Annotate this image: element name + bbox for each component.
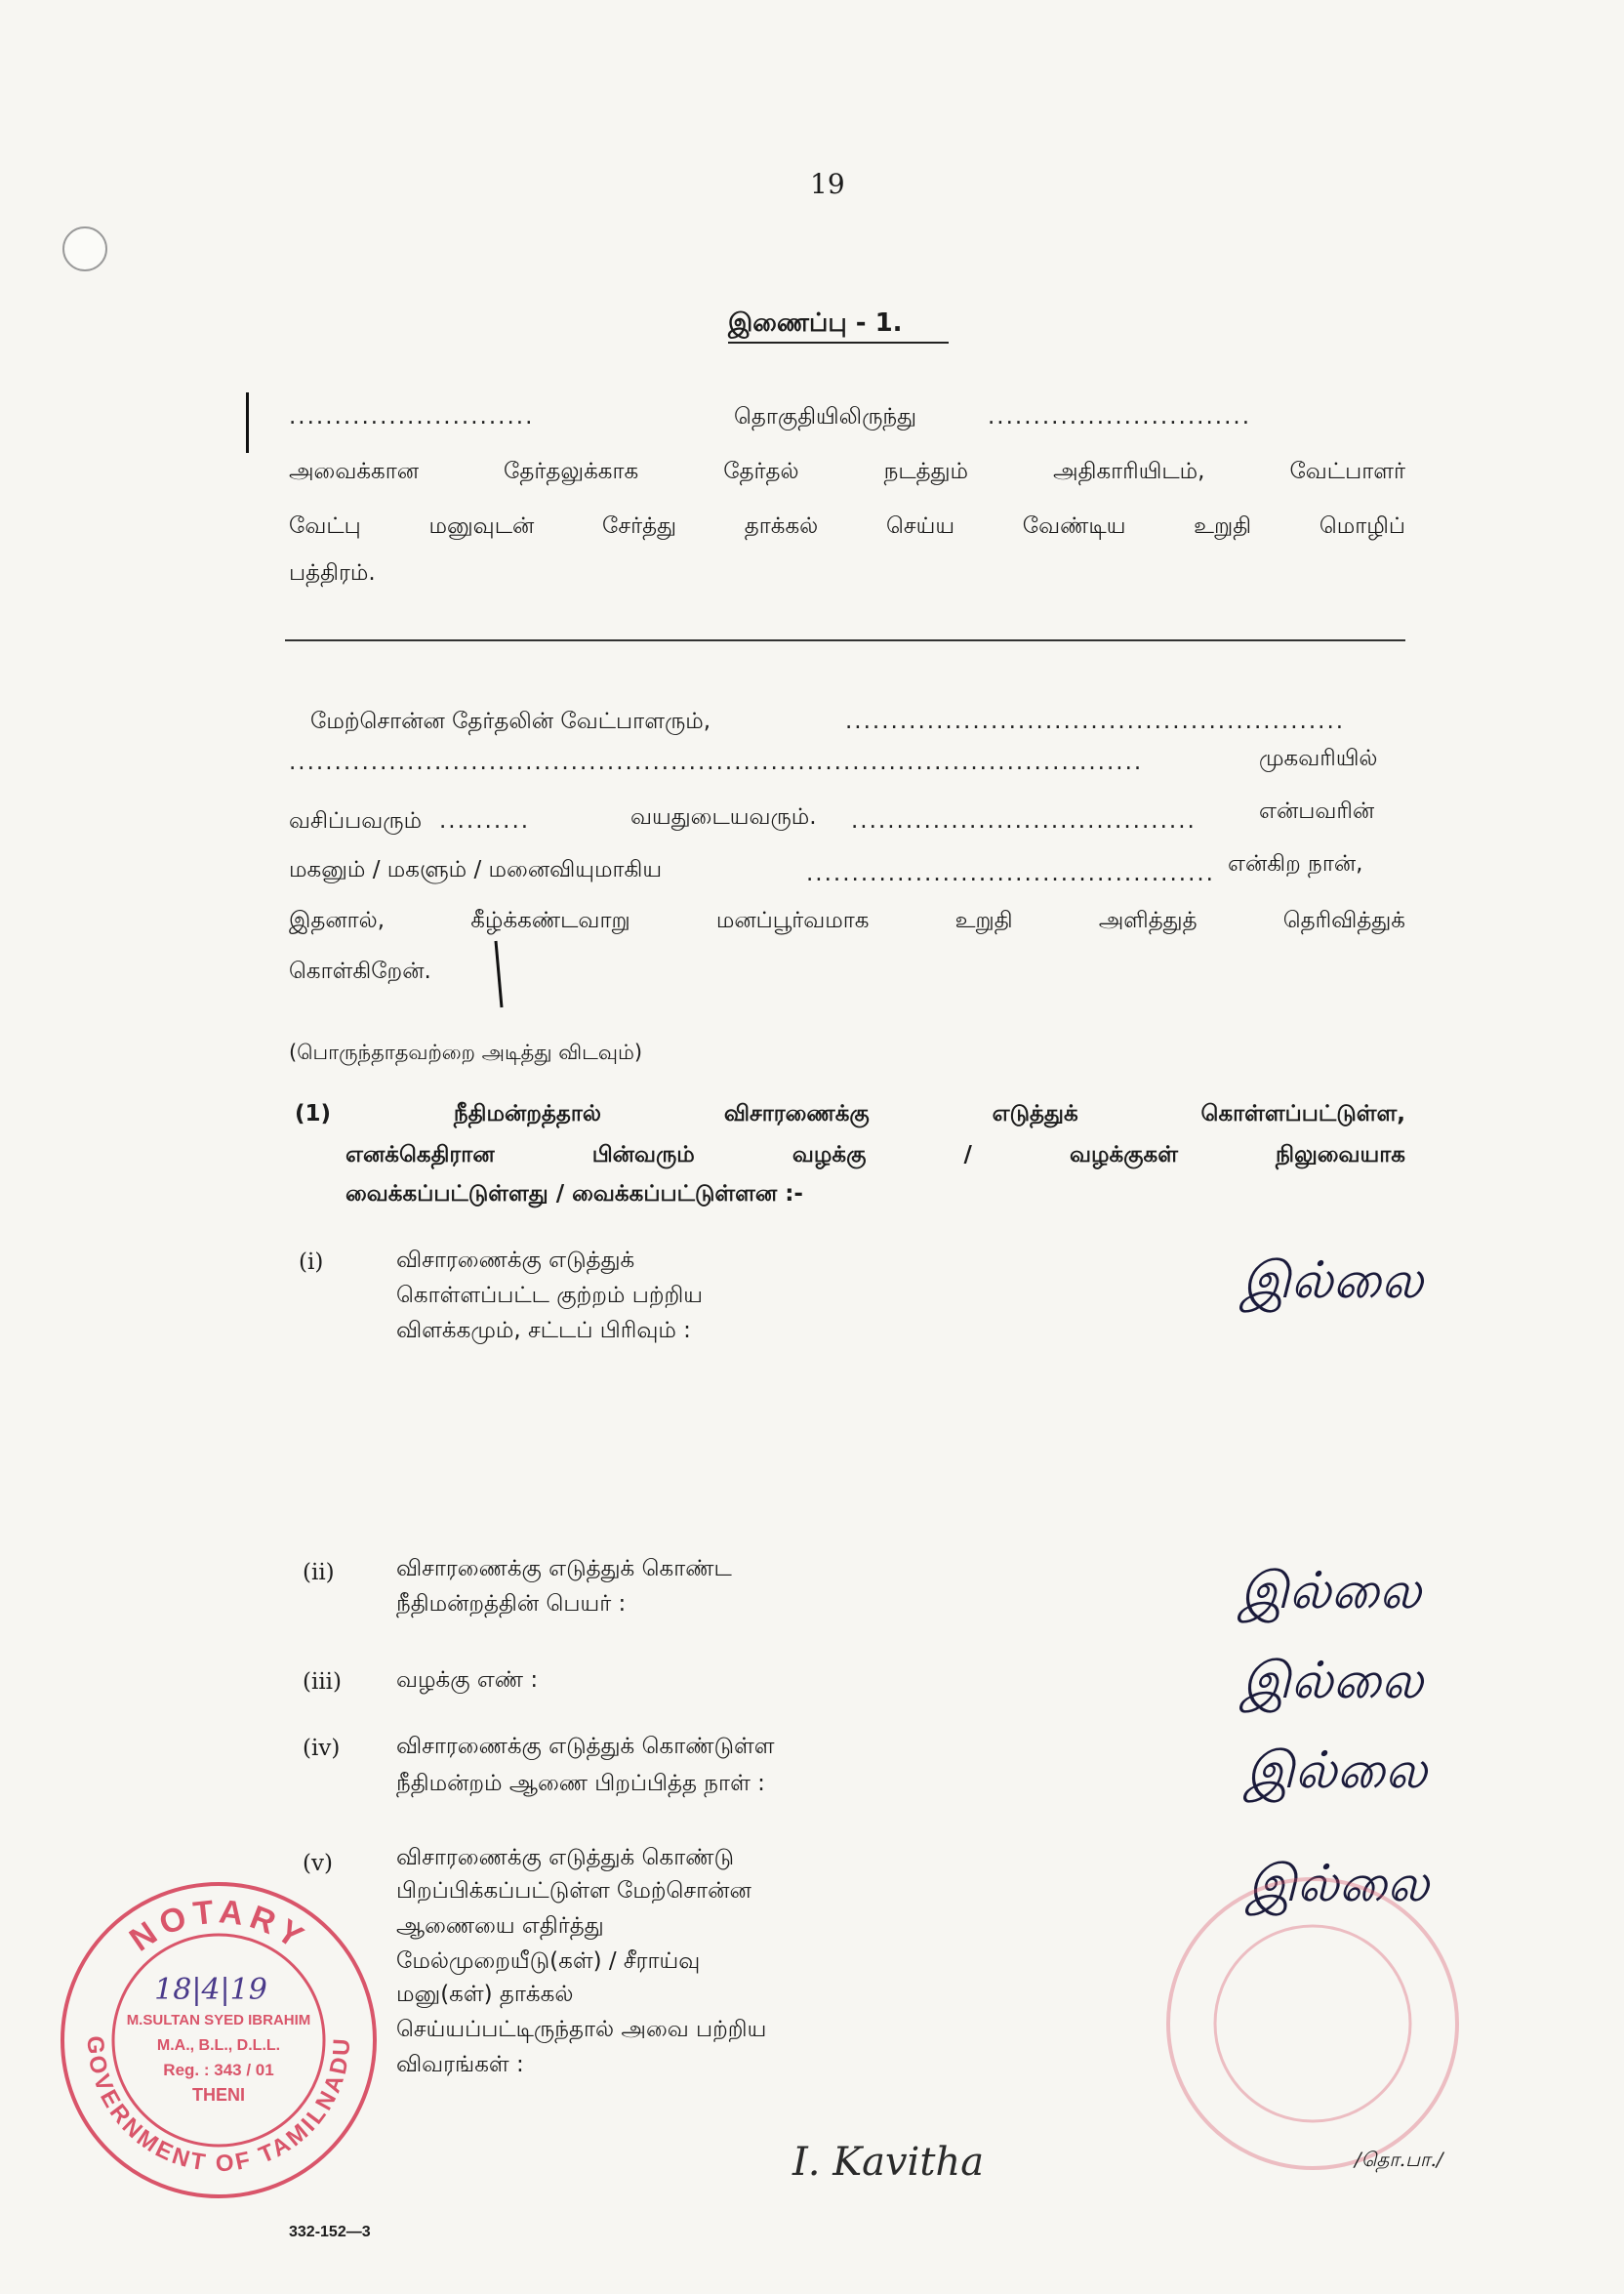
annexure-heading: இணைப்பு - 1. [728,308,903,338]
parent-dots: ...................................... [851,808,1197,834]
form-number: 332-152—3 [289,2224,371,2240]
candidate-dots: ....................................................... [845,709,1346,734]
margin-mark [246,392,249,453]
item-v-line-1: விசாரணைக்கு எடுத்துக் கொண்டு [396,1845,735,1870]
item-iii-line-1: வழக்கு எண் : [396,1667,539,1693]
seal-bottom-text: GOVERNMENT OF TAMILNADU [81,2034,356,2178]
intro-line-4: பத்திரம். [289,560,376,586]
affirmation-end: கொள்கிறேன். [289,959,431,984]
heading-underline [728,342,949,344]
item-i-line-3: விளக்கமும், சட்டப் பிரிவும் : [396,1318,691,1343]
item-v-line-2: பிறப்பிக்கப்பட்டுள்ள மேற்சொன்ன [396,1878,751,1904]
item-iv-answer-signature: இல்லை [1245,1741,1428,1800]
clause-1-line-3: வைக்கப்பட்டுள்ளது / வைக்கப்பட்டுள்ளன :- [345,1181,803,1207]
item-i-line-2: கொள்ளப்பட்ட குற்றம் பற்றிய [396,1283,704,1308]
item-v-line-3: ஆணையை எதிர்த்து [396,1913,604,1939]
seal-top-text: NOTARY [123,1893,315,1959]
candidate-line: மேற்சொன்ன தேர்தலின் வேட்பாளரும், [310,709,711,734]
candidate-signature: I. Kavitha [792,2140,985,2185]
item-ii-line-1: விசாரணைக்கு எடுத்துக் கொண்ட [396,1556,732,1581]
notary-seal [55,1876,383,2204]
strike-note: (பொருந்தாதவற்றை அடித்து விடவும்) [289,1041,643,1064]
parent-label: என்பவரின் [1259,799,1375,824]
age-label: வயதுடையவரும். [630,804,817,830]
section-divider [285,639,1405,641]
clause-1-line-2: எனக்கெதிரான பின்வரும் வழக்கு / வழக்குகள் நிலுவையாக [345,1142,1405,1167]
faded-seal [1161,1872,1464,2175]
seal-place: THENI [192,2085,245,2105]
item-iv-line-2: நீதிமன்றம் ஆணை பிறப்பித்த நாள் : [396,1771,765,1796]
age-dots: .......... [439,808,531,834]
item-i-answer-signature: இல்லை [1241,1251,1424,1310]
item-iv-number: (iv) [303,1736,341,1761]
item-v-answer-signature: இல்லை [1247,1855,1430,1913]
intro-dots-left: ........................... [289,404,535,430]
address-dots: .............................................................................................. [289,750,1144,775]
pen-mark [488,937,508,1015]
punch-hole [62,226,107,271]
item-iii-number: (iii) [303,1669,343,1695]
item-ii-number: (ii) [303,1560,335,1585]
name-dots: ............................................. [806,861,1215,886]
item-v-line-4: மேல்முறையீடு(கள்) / சீராய்வு [396,1948,701,1974]
page-number: 19 [810,168,845,200]
item-v-line-6: செய்யப்பட்டிருந்தால் அவை பற்றிய [396,2017,767,2042]
continued-marker: /தொ.பா./ [1355,2148,1443,2171]
intro-constituency-word: தொகுதியிலிருந்து [734,404,917,430]
item-ii-answer-signature: இல்லை [1239,1562,1422,1620]
svg-text:GOVERNMENT OF TAMILNADU [82,2035,356,2177]
item-v-line-5: மனு(கள்) தாக்கல் [396,1982,574,2007]
seal-handwritten-date: 18|4|19 [154,1973,267,2007]
resident-label: வசிப்பவரும் [289,808,423,834]
item-iii-answer-signature: இல்லை [1241,1652,1424,1710]
relation-label: மகனும் / மகளும் / மனைவியுமாகிய [289,857,663,882]
clause-1-line-1: (1) நீதிமன்றத்தால் விசாரணைக்கு எடுத்துக் கொள்ளப்பட்டுள்ள, [295,1101,1405,1127]
svg-text:NOTARY [123,1893,314,1958]
item-i-line-1: விசாரணைக்கு எடுத்துக் [396,1248,635,1273]
item-v-number: (v) [303,1851,333,1876]
seal-degree: M.A., B.L., D.L.L. [156,2037,281,2054]
address-label: முகவரியில் [1259,746,1378,771]
intro-line-3: வேட்பு மனுவுடன் சேர்த்து தாக்கல் செய்ய வேண்டிய உறுதி மொழிப் [289,513,1405,539]
item-i-number: (i) [299,1249,324,1275]
seal-name: M.SULTAN SYED IBRAHIM [126,2012,311,2028]
item-ii-line-2: நீதிமன்றத்தின் பெயர் : [396,1591,627,1617]
item-v-line-7: விவரங்கள் : [396,2052,524,2077]
seal-reg: Reg. : 343 / 01 [163,2061,274,2079]
intro-dots-right: ............................. [988,404,1252,430]
intro-line-2: அவைக்கான தேர்தலுக்காக தேர்தல் நடத்தும் அதிகாரியிடம், வேட்பாளர் [289,459,1405,484]
affirmation-line: இதனால், கீழ்க்கண்டவாறு மனப்பூர்வமாக உறுதி அளித்துத் தெரிவித்துக் [289,908,1405,933]
item-iv-line-1: விசாரணைக்கு எடுத்துக் கொண்டுள்ள [396,1734,775,1759]
self-label: என்கிற நான், [1228,851,1363,877]
